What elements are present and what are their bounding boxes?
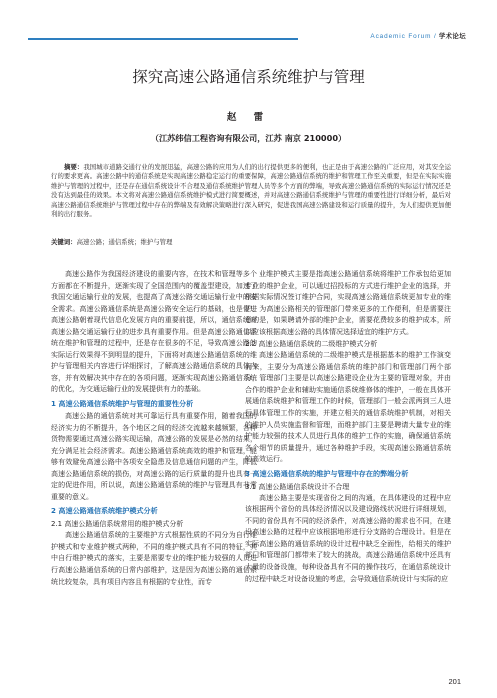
- abstract: [51, 163, 451, 219]
- paper-title: 探究高速公路通信系统维护与管理: [132, 68, 365, 86]
- body-paragraph: 高速公路的通信系统对其可靠运行具有重要作用，随着我国的经济实力的不断提升，各个地区之间的经济交流越来越频繁，各种货物需要通过高速公路实现运输，高速公路的发展是必然的结果，充分满足社会经济需求。高速公路通信系统高效的维护和管理，能够有效避免高速公路中各项安全隐患及信息通信问题的产生，降低高速公路通信系统的损伤，对高速公路的运行质量的提升也具有一定的促进作用，所以说，高速公路通信系统的维护与管理具有非常重要的意义。: [51, 412, 257, 501]
- affiliation: （江苏纬信工程咨询有限公司，江苏 南京 210000）: [150, 133, 347, 143]
- journal-name: Academic Forum /: [370, 33, 437, 40]
- subsection-heading-2-2: 2.2 高速公路通信系统的二级维护模式分析: [245, 340, 378, 349]
- section-heading-1: 1 高速公路通信系统维护与管理的重要性分析: [51, 399, 194, 409]
- author-name: 赵 雷: [226, 112, 271, 123]
- body-paragraph: 业维护模式主要是指高速公路通信系统将维护工作承包给更加专业的维护企业，可以通过招投标的方式进行维护企业的选择，并根据实际情况签订维护合同，实现高速公路通信系统更加专业的维护。为高速公路相关的管理部门带来更多的工作便利，但是需要注意的是，如果聘请外部的维护企业，需要花费较多的维护成本，所以应该根据高速公路的具体情况选择适宜的维护方式。: [245, 270, 451, 336]
- page-number: 201: [448, 677, 461, 686]
- section-name: 学术论坛: [436, 33, 466, 40]
- keywords-label: 关键词：: [51, 238, 77, 246]
- section-heading-2: 2 高速公路通信系统维护模式分析: [51, 506, 158, 516]
- left-column: [51, 269, 257, 588]
- body-paragraph: 高速公路主要是实现省份之间的沟通，在具体建设的过程中应该根据两个省份的具体经济情况以及建设路线状况进行详细规划，不同的省份具有不同的经济条件，对高速公路的需求也不同，在建设高速公路的过程中应该根据地形进行分支路的合理设计。但是在实际高速公路的通信系统的设计过程中缺乏全面性，给相关的维护部门和管理部门都带来了较大的挑战，高速公路通信系统中还具有大量的设备设施，每种设备具有不同的操作技巧，在通信系统设计的过程中缺乏对设备设施的考虑，会导致通信系统设计与实际的应: [245, 493, 451, 583]
- subsection-heading-2-1: 2.1 高速公路通信系统常用的维护模式分析: [51, 520, 184, 529]
- body-paragraph: 高速公路作为我国经济建设的重要内容，在技术和管理等多个方面都在不断提升，逐渐实现了全国范围内的覆盖型建设，加速了我国交通运输行业的发展，也提高了高速公路交通运输行业中的安全需求。高速公路通信系统是高速公路安全运行的基础，也是促进高速公路朝着现代信息化发展方向的重要前提，所以，通信系统对高速公路交通运输行业的进步具有重要作用。但是高速公路通信系统在维护和管理的过程中，还是存在很多的不足，导致高速公路的实际运行效果得不到明显的提升，下面将对高速公路通信系统的维护与管理相关内容进行详细探讨，了解高速公路通信系统的具体内容，并有效解决其中存在的各项问题，逐渐实现高速公路通信系统的优化，为交通运输行业的发展提供有力的基础。: [51, 270, 257, 394]
- subsection-heading-3-1: 3.1 高速公路通信系统设计不合理: [245, 482, 350, 491]
- body-paragraph: 高速公路通信系统的主要维护方式根据性质的不同分为自行维护模式和专业维护模式两种，不同的维护模式具有不同的特征，其中自行维护模式的落实，主要是需要专业的维护能力较强的人员进行高速公路通信系统的日常内部维护，这是因为高速公路的通信系统比较复杂，具有项目内容且有根据的专业性，而专: [51, 531, 257, 586]
- abstract-label: 摘要：: [64, 163, 84, 171]
- right-column: [245, 269, 451, 585]
- keywords-text: 高速公路；通信系统；维护与管理: [76, 238, 173, 246]
- abstract-text: 我国城市道路交通行业的发展迅猛，高速公路的应用为人们的出行提供更多的便利，也正是由于高速公路的广泛应用，对其安全运行的要求更高。高速公路中的通信系统是实现高速公路稳定运行的重要保障，高速公路通信系统的维护和管理工作至关重要，但是在实际实施维护与管理的过程中，还是存在通信系统设计不合理及通信系统维护管理人员等多个方面的弊端，导致高速公路通信系统的实际运行情况还是没有达到最佳的效果。本文将对高速公路通信系统维护模式进行简要概述，并对高速公路通信系统维护与管理的重要性进行详细分析，最后对高速公路通信系统维护与管理过程中存在的弊端及有效解决策略进行深入研究，促进我国高速公路建设和运行质量的提升，为人们提供更加便利的出行服务。: [51, 163, 452, 219]
- header-rule: [28, 38, 298, 40]
- journal-section-label: [370, 31, 466, 40]
- body-paragraph: 高速公路通信系统的二级维护模式是根据基本的维护工作演变而来，主要分为高速公路通信系统的维护部门和管理部门两个部分，管理部门主要是以高速公路建设企业为主要的管理对象，并由合作的维护企业和辅助实施通信系统维修体的维护，一般在具体开展通信系统维护和管理工作的时候，管理部门一般会派两到三人进行具体管理工作的实施，并建立相关的通信系统维护机制，对相关的维护人员实施监督和管理，而维护部门主要是聘请大量专业的维护能力较强的技术人员进行具体的维护工作的实施，确保通信系统各个细节的质量提升，通过各种维护手段，实现高速公路通信系统的高效运行。: [245, 351, 451, 464]
- keywords: [51, 238, 451, 247]
- section-heading-3: 3 高速公路通信系统的维护与管理中存在的弊端分析: [245, 468, 409, 478]
